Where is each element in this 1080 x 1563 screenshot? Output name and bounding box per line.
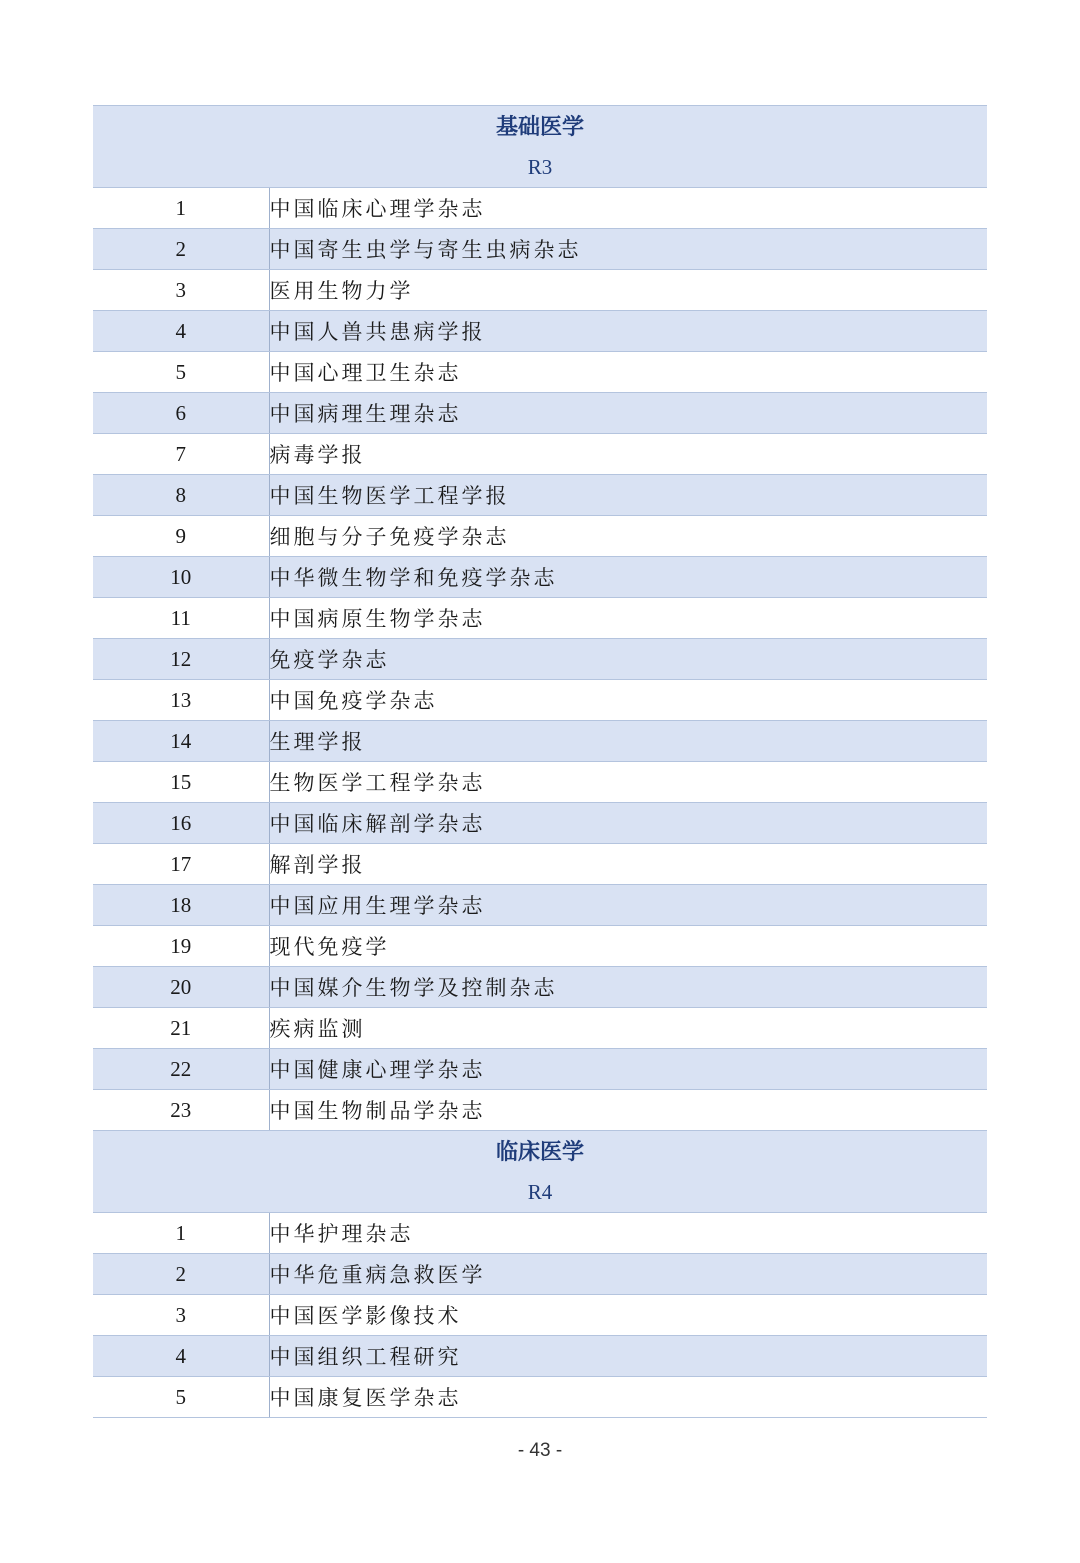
journal-table-body: [93, 106, 987, 1418]
row-number: 20: [93, 967, 269, 1008]
row-number: 1: [93, 1213, 269, 1254]
table-row: [93, 1377, 987, 1418]
row-number: 3: [93, 1295, 269, 1336]
section-code: R3: [527, 154, 553, 179]
row-number: 4: [93, 1336, 269, 1377]
table-row: [93, 1295, 987, 1336]
row-number: 10: [93, 557, 269, 598]
section-header-row: [93, 1131, 987, 1213]
table-row: [93, 762, 987, 803]
journal-name: 生理学报: [269, 721, 987, 762]
row-number: 11: [93, 598, 269, 639]
table-row: [93, 1008, 987, 1049]
journal-name: 中华危重病急救医学: [269, 1254, 987, 1295]
table-row: [93, 434, 987, 475]
journal-name: 中国临床解剖学杂志: [269, 803, 987, 844]
row-number: 8: [93, 475, 269, 516]
table-row: [93, 844, 987, 885]
row-number: 3: [93, 270, 269, 311]
table-row: [93, 598, 987, 639]
journal-name: 中华微生物学和免疫学杂志: [269, 557, 987, 598]
row-number: 5: [93, 1377, 269, 1418]
table-row: [93, 311, 987, 352]
journal-name: 医用生物力学: [269, 270, 987, 311]
row-number: 13: [93, 680, 269, 721]
row-number: 5: [93, 352, 269, 393]
table-row: [93, 1336, 987, 1377]
table-row: [93, 229, 987, 270]
journal-name: 中国病理生理杂志: [269, 393, 987, 434]
journal-name: 病毒学报: [269, 434, 987, 475]
row-number: 17: [93, 844, 269, 885]
table-row: [93, 680, 987, 721]
journal-name: 解剖学报: [269, 844, 987, 885]
table-row: [93, 1090, 987, 1131]
section-header-row: [93, 106, 987, 188]
table-row: [93, 721, 987, 762]
table-row: [93, 1213, 987, 1254]
journal-name: 中国临床心理学杂志: [269, 188, 987, 229]
journal-name: 中国生物医学工程学报: [269, 475, 987, 516]
row-number: 15: [93, 762, 269, 803]
journal-name: 中国媒介生物学及控制杂志: [269, 967, 987, 1008]
table-row: [93, 1254, 987, 1295]
section-title: 临床医学: [496, 1138, 585, 1165]
table-row: [93, 270, 987, 311]
row-number: 1: [93, 188, 269, 229]
journal-name: 中华护理杂志: [269, 1213, 987, 1254]
row-number: 4: [93, 311, 269, 352]
journal-table: [93, 105, 987, 1418]
journal-name: 中国寄生虫学与寄生虫病杂志: [269, 229, 987, 270]
table-row: [93, 475, 987, 516]
journal-name: 中国医学影像技术: [269, 1295, 987, 1336]
row-number: 9: [93, 516, 269, 557]
row-number: 14: [93, 721, 269, 762]
row-number: 2: [93, 1254, 269, 1295]
row-number: 12: [93, 639, 269, 680]
journal-name: 生物医学工程学杂志: [269, 762, 987, 803]
row-number: 7: [93, 434, 269, 475]
journal-name: 中国人兽共患病学报: [269, 311, 987, 352]
table-row: [93, 803, 987, 844]
row-number: 21: [93, 1008, 269, 1049]
table-row: [93, 885, 987, 926]
journal-name: 细胞与分子免疫学杂志: [269, 516, 987, 557]
table-row: [93, 393, 987, 434]
row-number: 23: [93, 1090, 269, 1131]
section-title: 基础医学: [496, 113, 585, 140]
page-number: - 43 -: [517, 1440, 563, 1461]
table-row: [93, 516, 987, 557]
table-row: [93, 1049, 987, 1090]
journal-name: 疾病监测: [269, 1008, 987, 1049]
row-number: 2: [93, 229, 269, 270]
journal-name: 现代免疫学: [269, 926, 987, 967]
journal-name: 中国康复医学杂志: [269, 1377, 987, 1418]
row-number: 6: [93, 393, 269, 434]
section-code: R4: [527, 1179, 553, 1204]
table-row: [93, 352, 987, 393]
table-row: [93, 926, 987, 967]
journal-name: 中国健康心理学杂志: [269, 1049, 987, 1090]
journal-name: 中国心理卫生杂志: [269, 352, 987, 393]
journal-name: 中国免疫学杂志: [269, 680, 987, 721]
journal-name: 免疫学杂志: [269, 639, 987, 680]
journal-name: 中国组织工程研究: [269, 1336, 987, 1377]
row-number: 19: [93, 926, 269, 967]
journal-name: 中国应用生理学杂志: [269, 885, 987, 926]
table-row: [93, 188, 987, 229]
row-number: 18: [93, 885, 269, 926]
journal-name: 中国生物制品学杂志: [269, 1090, 987, 1131]
row-number: 16: [93, 803, 269, 844]
section-header-cell: [93, 1131, 987, 1213]
row-number: 22: [93, 1049, 269, 1090]
journal-name: 中国病原生物学杂志: [269, 598, 987, 639]
section-header-cell: [93, 106, 987, 188]
table-row: [93, 557, 987, 598]
table-row: [93, 639, 987, 680]
table-row: [93, 967, 987, 1008]
